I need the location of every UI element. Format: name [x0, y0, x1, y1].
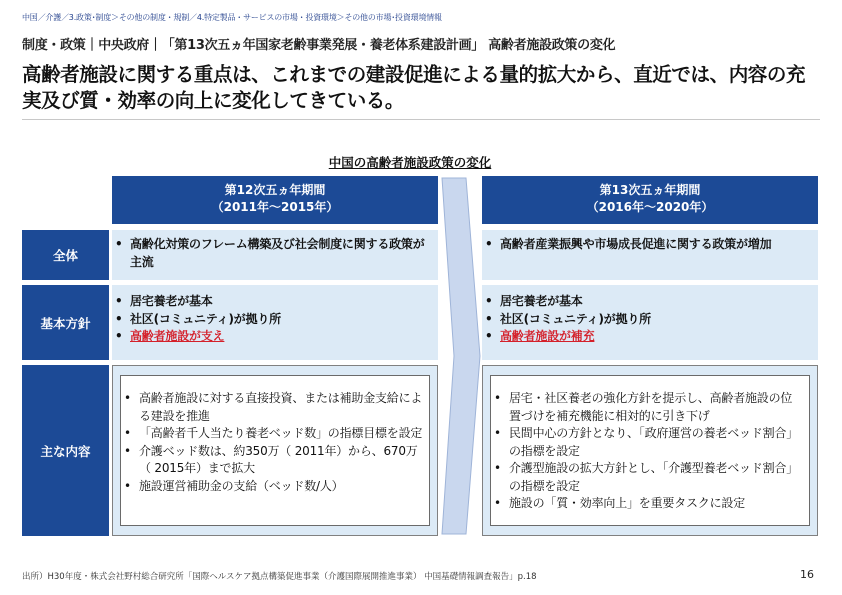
list-item: • 施設運営補助金の支給（ベッド数/人）	[121, 478, 423, 496]
period-name: 第12次五ヵ年期間	[224, 183, 326, 197]
list-item: • 介護ベッド数は、約350万（ 2011年）から、670万（ 2015年）まで拡大	[121, 443, 423, 478]
list-item: • 高齢者産業振興や市場成長促進に関する政策が増加	[482, 236, 810, 254]
list-item-highlight	[112, 328, 430, 346]
list-item: • 居宅養老が基本	[482, 293, 810, 311]
breadcrumb: 中国／介護／3.政策･制度＞その他の制度・規制／4.特定製品・サービスの市場・投資環境＞その他の市場･投資環境情報	[22, 13, 442, 22]
list-item: • 介護型施設の拡大方針とし、「介護型養老ベッド割合」の指標を設定	[491, 460, 803, 495]
row-label-main-content: 主な内容	[22, 365, 109, 536]
period-name: 第13次五ヵ年期間	[599, 183, 701, 197]
period-range: （2011年～2015年）	[211, 200, 339, 214]
list-item: • 社区(コミュニティ)が拠り所	[112, 311, 430, 329]
cell-basic-policy-12th	[112, 285, 438, 360]
source-citation: 出所）H30年度・株式会社野村総合研究所「国際ヘルスケア拠点構築促進事業（介護国際展開推進事業） 中国基礎情報調査報告」p.18	[22, 572, 537, 582]
cell-main-content-12th	[112, 365, 438, 536]
cell-overall-12th	[112, 230, 438, 280]
page-title: 高齢者施設に関する重点は、これまでの建設促進による量的拡大から、直近では、内容の充実及び質・効率の向上に変化してきている。	[22, 63, 806, 112]
title-divider	[22, 119, 820, 120]
list-item: • 居宅・社区養老の強化方針を提示し、高齢者施設の位置づけを補充機能に相対的に引き下げ	[491, 390, 803, 425]
row-label-overall: 全体	[22, 230, 109, 280]
cell-main-content-13th	[482, 365, 818, 536]
list-item: • 施設の「質・効率向上」を重要タスクに設定	[491, 495, 803, 513]
row-label-basic-policy: 基本方針	[22, 285, 109, 360]
highlight-text: 高齢者施設が支え	[130, 329, 225, 343]
cell-overall-13th	[482, 230, 818, 280]
transition-arrow-icon	[440, 176, 482, 536]
list-item: • 高齢化対策のフレーム構築及び社会制度に関する政策が主流	[112, 236, 430, 271]
period-range: （2016年～2020年）	[586, 200, 714, 214]
list-item: • 社区(コミュニティ)が拠り所	[482, 311, 810, 329]
list-item: • 民間中心の方針となり、「政府運営の養老ベッド割合」の指標を設定	[491, 425, 803, 460]
page-number: 16	[800, 568, 814, 581]
period-header-13th	[482, 176, 818, 224]
list-item-highlight	[482, 328, 810, 346]
list-item: • 高齢者施設に対する直接投資、または補助金支給による建設を推進	[121, 390, 423, 425]
period-header-12th	[112, 176, 438, 224]
page-subtitle: 制度・政策｜中央政府｜「第13次五ヵ年国家老齢事業発展・養老体系建設計画」 高齢者施設政策の変化	[22, 38, 616, 53]
list-item: • 「高齢者千人当たり養老ベッド数」の指標目標を設定	[121, 425, 423, 443]
highlight-text: 高齢者施設が補充	[500, 329, 595, 343]
cell-basic-policy-13th	[482, 285, 818, 360]
list-item: • 居宅養老が基本	[112, 293, 430, 311]
diagram-title: 中国の高齢者施設政策の変化	[328, 155, 492, 170]
